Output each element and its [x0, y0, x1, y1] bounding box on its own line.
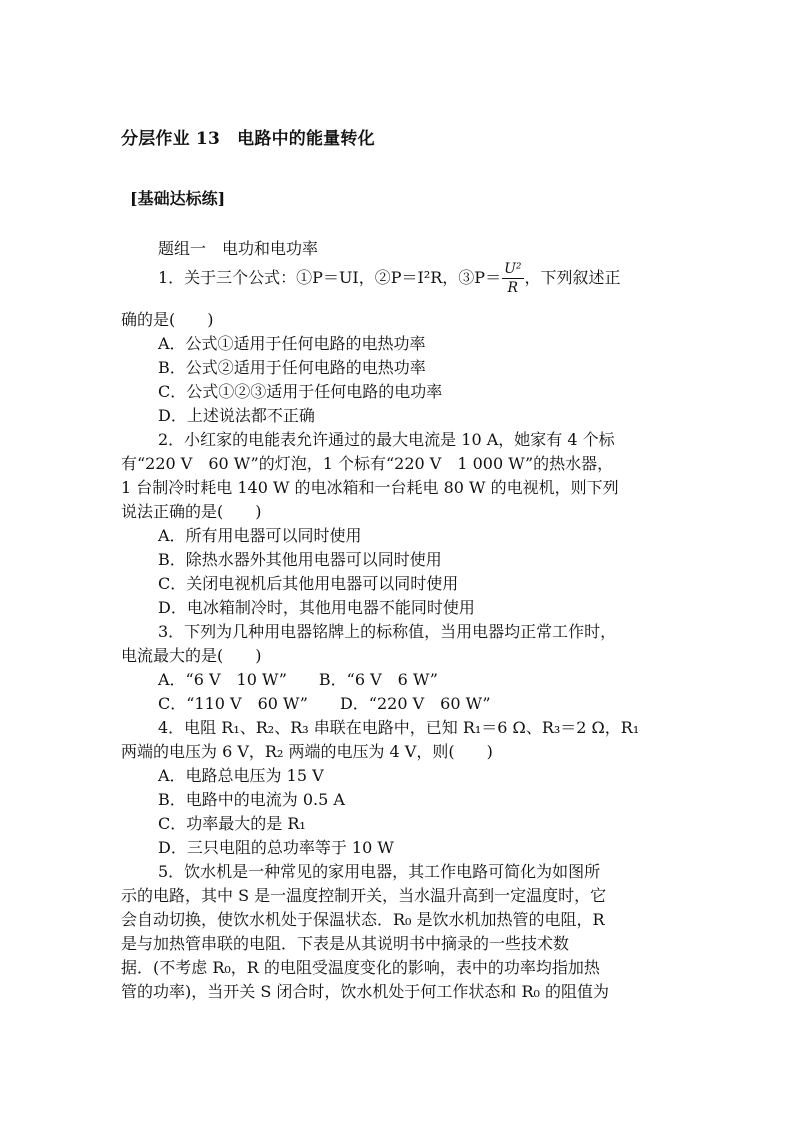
q1-fraction	[502, 260, 523, 297]
q5-line-3: 会自动切换，使饮水机处于保温状态．R₀ 是饮水机加热管的电阻，R	[121, 910, 605, 929]
q5-line-6: 管的功率)，当开关 S 闭合时，饮水机处于何工作状态和 R₀ 的阻值为	[121, 982, 610, 1001]
q1-option-b: B．公式②适用于任何电路的电热功率	[158, 358, 426, 377]
q4-option-d: D．三只电阻的总功率等于 10 W	[158, 838, 394, 857]
q5-line-5: 据．(不考虑 R₀，R 的电阻受温度变化的影响，表中的功率均指加热	[121, 958, 600, 977]
q2-option-d: D．电冰箱制冷时，其他用电器不能同时使用	[158, 598, 475, 617]
section-heading: [基础达标练]	[130, 189, 226, 208]
q4-option-a: A．电路总电压为 15 V	[158, 766, 324, 785]
q3-options-row-1: A．“6 V 10 W” B．“6 V 6 W”	[158, 670, 438, 689]
q1-option-c: C．公式①②③适用于任何电路的电功率	[158, 382, 443, 401]
q3-line-1: 3．下列为几种用电器铭牌上的标称值，当用电器均正常工作时，	[158, 622, 617, 641]
q1-stem-cont: 确的是( )	[121, 310, 214, 329]
q3-options-row-2: C．“110 V 60 W” D．“220 V 60 W”	[158, 694, 491, 713]
q2-line-4: 说法正确的是( )	[121, 502, 262, 521]
q2-line-2: 有“220 V 60 W”的灯泡，1 个标有“220 V 1 000 W”的热水器，	[121, 454, 614, 473]
q5-line-1: 5．饮水机是一种常见的家用电器，其工作电路可简化为如图所	[158, 862, 601, 881]
q4-line-2: 两端的电压为 6 V，R₂ 两端的电压为 4 V，则( )	[121, 742, 493, 761]
q5-line-2: 示的电路，其中 S 是一温度控制开关，当水温升高到一定温度时，它	[121, 886, 607, 905]
q1-stem	[158, 260, 714, 297]
q1-stem-a: 1．关于三个公式：①P＝UI，②P＝I²R，③P＝	[158, 268, 502, 287]
q4-option-c: C．功率最大的是 R₁	[158, 814, 306, 833]
q2-option-c: C．关闭电视机后其他用电器可以同时使用	[158, 574, 459, 593]
q4-option-b: B．电路中的电流为 0.5 A	[158, 790, 345, 809]
q2-option-b: B．除热水器外其他用电器可以同时使用	[158, 550, 442, 569]
page-title: 分层作业 13 电路中的能量转化	[121, 129, 375, 149]
q3-line-2: 电流最大的是( )	[121, 646, 262, 665]
q4-line-1: 4．电阻 R₁、R₂、R₃ 串联在电路中，已知 R₁＝6 Ω、R₃＝2 Ω，R₁	[158, 718, 640, 737]
group-heading: 题组一 电功和电功率	[158, 239, 319, 258]
q2-option-a: A．所有用电器可以同时使用	[158, 526, 362, 545]
q1-option-a: A．公式①适用于任何电路的电热功率	[158, 334, 426, 353]
q1-stem-b: ，下列叙述正	[524, 268, 621, 287]
q2-line-1: 2．小红家的电能表允许通过的最大电流是 10 A，她家有 4 个标	[158, 430, 615, 449]
q2-line-3: 1 台制冷时耗电 140 W 的电冰箱和一台耗电 80 W 的电视机，则下列	[121, 478, 619, 497]
q1-option-d: D．上述说法都不正确	[158, 406, 315, 425]
q1-frac-den: R	[507, 280, 519, 296]
q1-frac-num: U²	[504, 261, 522, 277]
q5-line-4: 是与加热管串联的电阻．下表是从其说明书中摘录的一些技术数	[121, 934, 570, 953]
